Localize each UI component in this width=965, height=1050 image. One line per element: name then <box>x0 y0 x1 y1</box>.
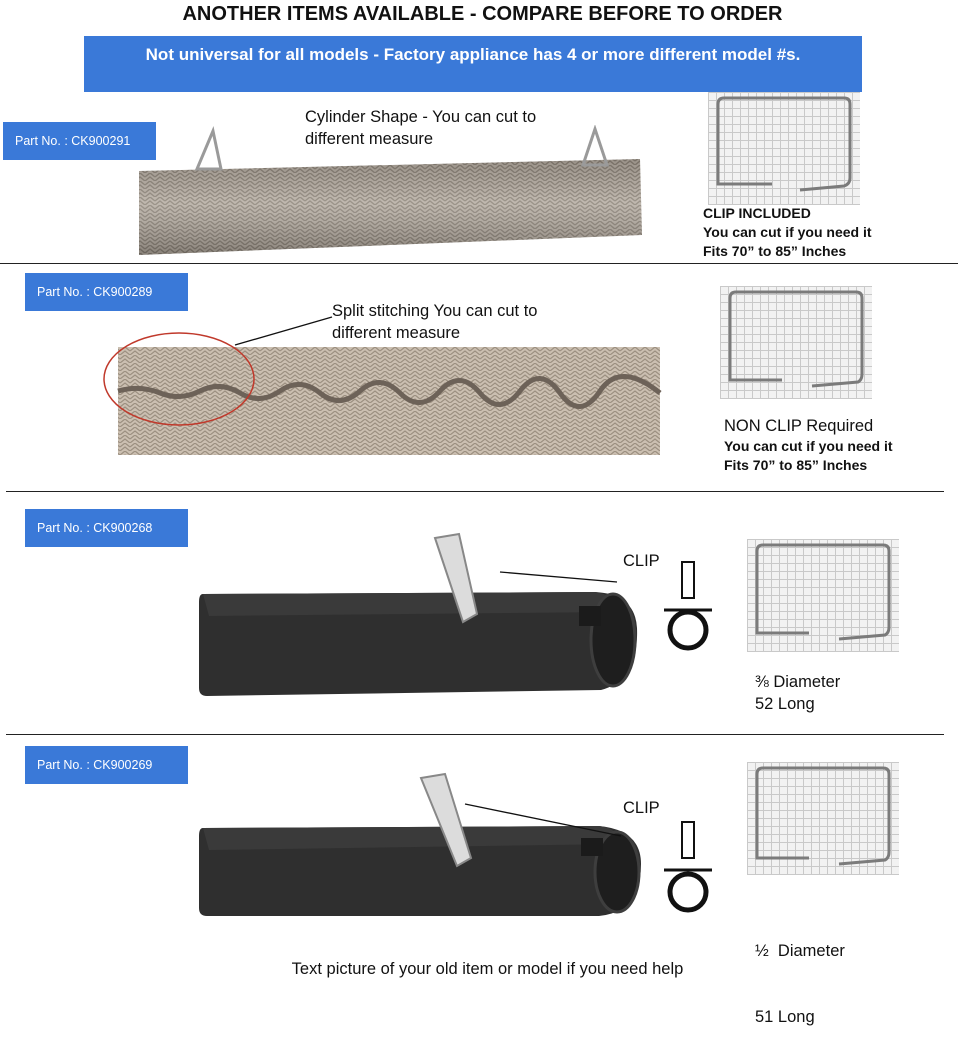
clip-shape-grid-image <box>708 92 860 205</box>
clip-profile-icon <box>660 818 720 918</box>
item-note-heading: NON CLIP Required <box>724 417 874 435</box>
part-number-badge: Part No. : CK900291 <box>3 122 156 160</box>
model-warning-banner: Not universal for all models - Factory appliance has 4 or more different model #s. <box>84 36 862 92</box>
footer-note: Text picture of your old item or model if you need help <box>291 960 684 978</box>
bent-wire-clip-icon <box>720 286 872 399</box>
item-note: CLIP INCLUDED You can cut if you need it Fits 70” to 85” Inches <box>703 205 872 259</box>
clip-shape-grid-image <box>720 286 872 399</box>
pointer-arrow <box>235 317 332 345</box>
product-caption: Split stitching You can cut to different measure <box>332 302 538 342</box>
split-stitch-gasket-image <box>100 315 665 460</box>
product-caption: Cylinder Shape - You can cut to different measure <box>305 108 537 148</box>
clip-label: CLIP <box>623 552 660 570</box>
clip-profile-icon <box>660 558 720 658</box>
bent-wire-clip-icon <box>747 762 899 875</box>
clip-shape-grid-image <box>747 539 899 652</box>
rubber-tube-gasket-image <box>195 772 655 922</box>
size-spec: ½ Diameter 51 Long <box>755 942 845 1026</box>
bent-wire-clip-icon <box>708 92 860 205</box>
section-divider <box>6 734 944 735</box>
bent-wire-clip-icon <box>747 539 899 652</box>
rubber-tube-gasket-image <box>195 530 655 710</box>
clip-label: CLIP <box>623 799 660 817</box>
section-divider <box>0 263 958 264</box>
size-spec: ⅜ Diameter 52 Long <box>755 673 841 713</box>
section-divider <box>6 491 944 492</box>
pointer-arrow <box>500 572 617 582</box>
page-title: ANOTHER ITEMS AVAILABLE - COMPARE BEFORE TO ORDER <box>182 3 783 25</box>
part-number-badge: Part No. : CK900268 <box>25 509 188 547</box>
item-note: You can cut if you need it Fits 70” to 85” Inches <box>724 438 893 473</box>
clip-shape-grid-image <box>747 762 899 875</box>
braided-cylinder-gasket-image <box>135 125 645 260</box>
part-number-badge: Part No. : CK900289 <box>25 273 188 311</box>
part-number-badge: Part No. : CK900269 <box>25 746 188 784</box>
